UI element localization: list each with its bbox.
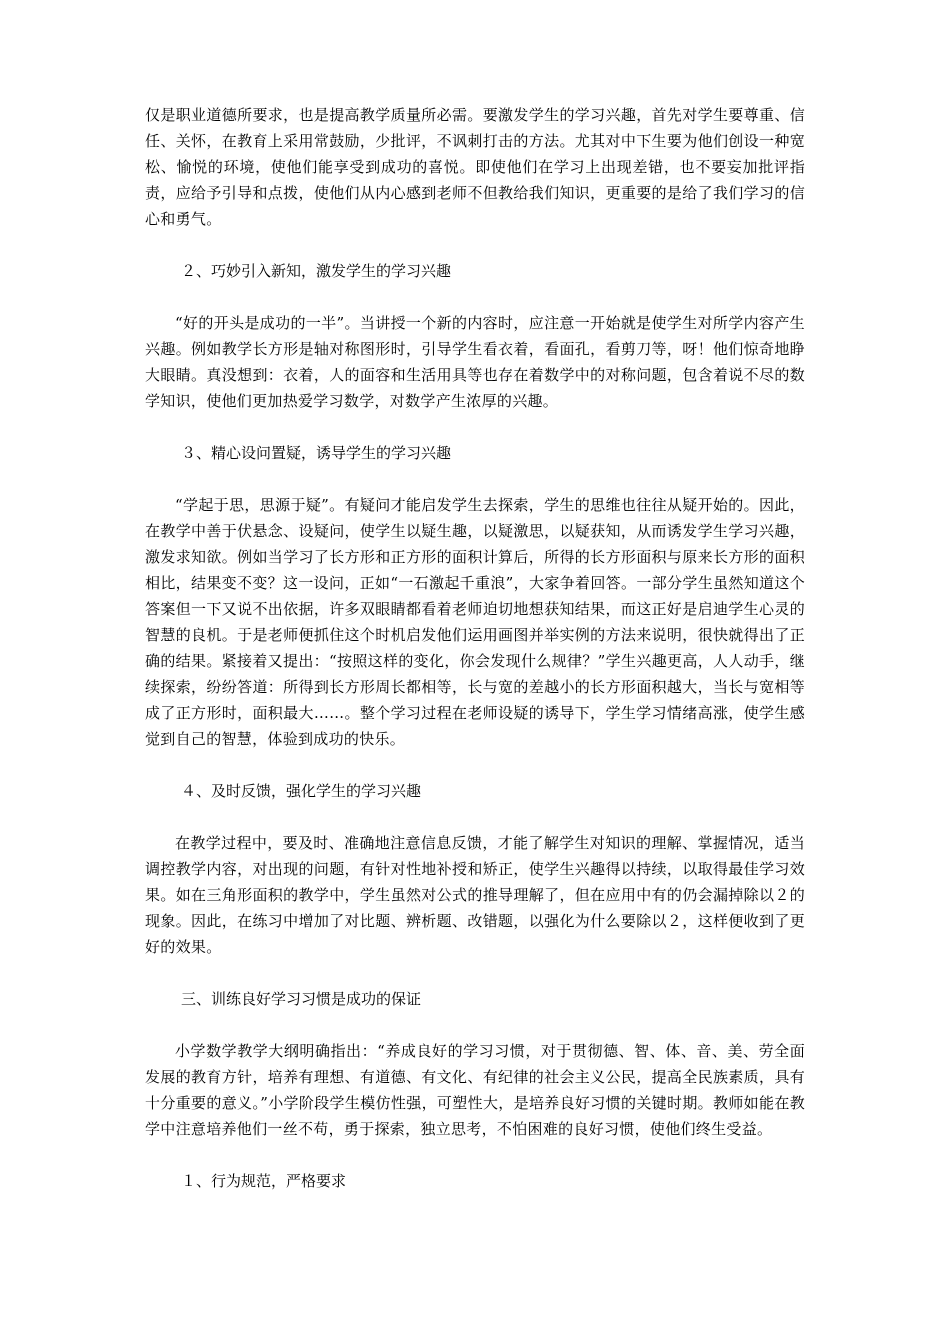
section-heading-4: ４、及时反馈，强化学生的学习兴趣 bbox=[181, 782, 422, 800]
section-heading-1: １、行为规范，严格要求 bbox=[181, 1172, 347, 1190]
document-page bbox=[145, 102, 805, 1194]
section-heading-three: 三、训练良好学习习惯是成功的保证 bbox=[181, 990, 422, 1008]
section-heading-2: ２、巧妙引入新知，激发学生的学习兴趣 bbox=[181, 262, 452, 280]
paragraph-5: 小学数学教学大纲明确指出：“养成良好的学习习惯，对于贯彻德、智、体、音、美、劳全面发展的教育方针，培养有理想、有道德、有文化、有纪律的社会主义公民，提高全民族素质，具有十分重要的意义。”小学阶段学生模仿性强，可塑性大，是培养良好习惯的关键时期。教师如能在教学中注意培养他们一丝不苟，勇于探索，独立思考，不怕困难的良好习惯，使他们终生受益。 bbox=[145, 1042, 805, 1138]
section-heading-3: ３、精心设问置疑，诱导学生的学习兴趣 bbox=[181, 444, 452, 462]
paragraph-3: “学起于思，思源于疑”。有疑问才能启发学生去探索，学生的思维也往往从疑开始的。因此，在教学中善于伏悬念、设疑问，使学生以疑生趣，以疑激思，以疑获知，从而诱发学生学习兴趣，激发求知欲。例如当学习了长方形和正方形的面积计算后，所得的长方形面积与原来长方形的面积相比，结果变不变？这一设问，正如“一石激起千重浪”，大家争着回答。一部分学生虽然知道这个答案但一下又说不出依据，许多双眼睛都看着老师迫切地想获知结果，而这正好是启迪学生心灵的智慧的良机。于是老师便抓住这个时机启发他们运用画图并举实例的方法来说明，很快就得出了正确的结果。紧接着又提出：“按照这样的变化，你会发现什么规律？”学生兴趣更高，人人动手，继续探索，纷纷答道：所得到长方形周长都相等，长与宽的差越小的长方形面积越大，当长与宽相等成了正方形时，面积最大……。整个学习过程在老师设疑的诱导下，学生学习情绪高涨，使学生感觉到自己的智慧，体验到成功的快乐。 bbox=[145, 496, 805, 748]
paragraph-2: “好的开头是成功的一半”。当讲授一个新的内容时，应注意一开始就是使学生对所学内容产生兴趣。例如教学长方形是轴对称图形时，引导学生看衣着，看面孔，看剪刀等，呀！他们惊奇地睁大眼睛。真没想到：衣着，人的面容和生活用具等也存在着数学中的对称问题，包含着说不尽的数学知识，使他们更加热爱学习数学，对数学产生浓厚的兴趣。 bbox=[145, 314, 805, 410]
paragraph-continued: 仅是职业道德所要求，也是提高教学质量所必需。要激发学生的学习兴趣，首先对学生要尊重、信任、关怀，在教育上采用常鼓励，少批评，不讽刺打击的方法。尤其对中下生要为他们创设一种宽松、愉悦的环境，使他们能享受到成功的喜悦。即使他们在学习上出现差错，也不要妄加批评指责，应给予引导和点拨，使他们从内心感到老师不但教给我们知识，更重要的是给了我们学习的信心和勇气。 bbox=[145, 106, 805, 228]
paragraph-4: 在教学过程中，要及时、准确地注意信息反馈，才能了解学生对知识的理解、掌握情况，适当调控教学内容，对出现的问题，有针对性地补授和矫正，使学生兴趣得以持续，以取得最佳学习效果。如在三角形面积的教学中，学生虽然对公式的推导理解了，但在应用中有的仍会漏掉除以２的现象。因此，在练习中增加了对比题、辨析题、改错题，以强化为什么要除以２，这样便收到了更好的效果。 bbox=[145, 834, 805, 956]
